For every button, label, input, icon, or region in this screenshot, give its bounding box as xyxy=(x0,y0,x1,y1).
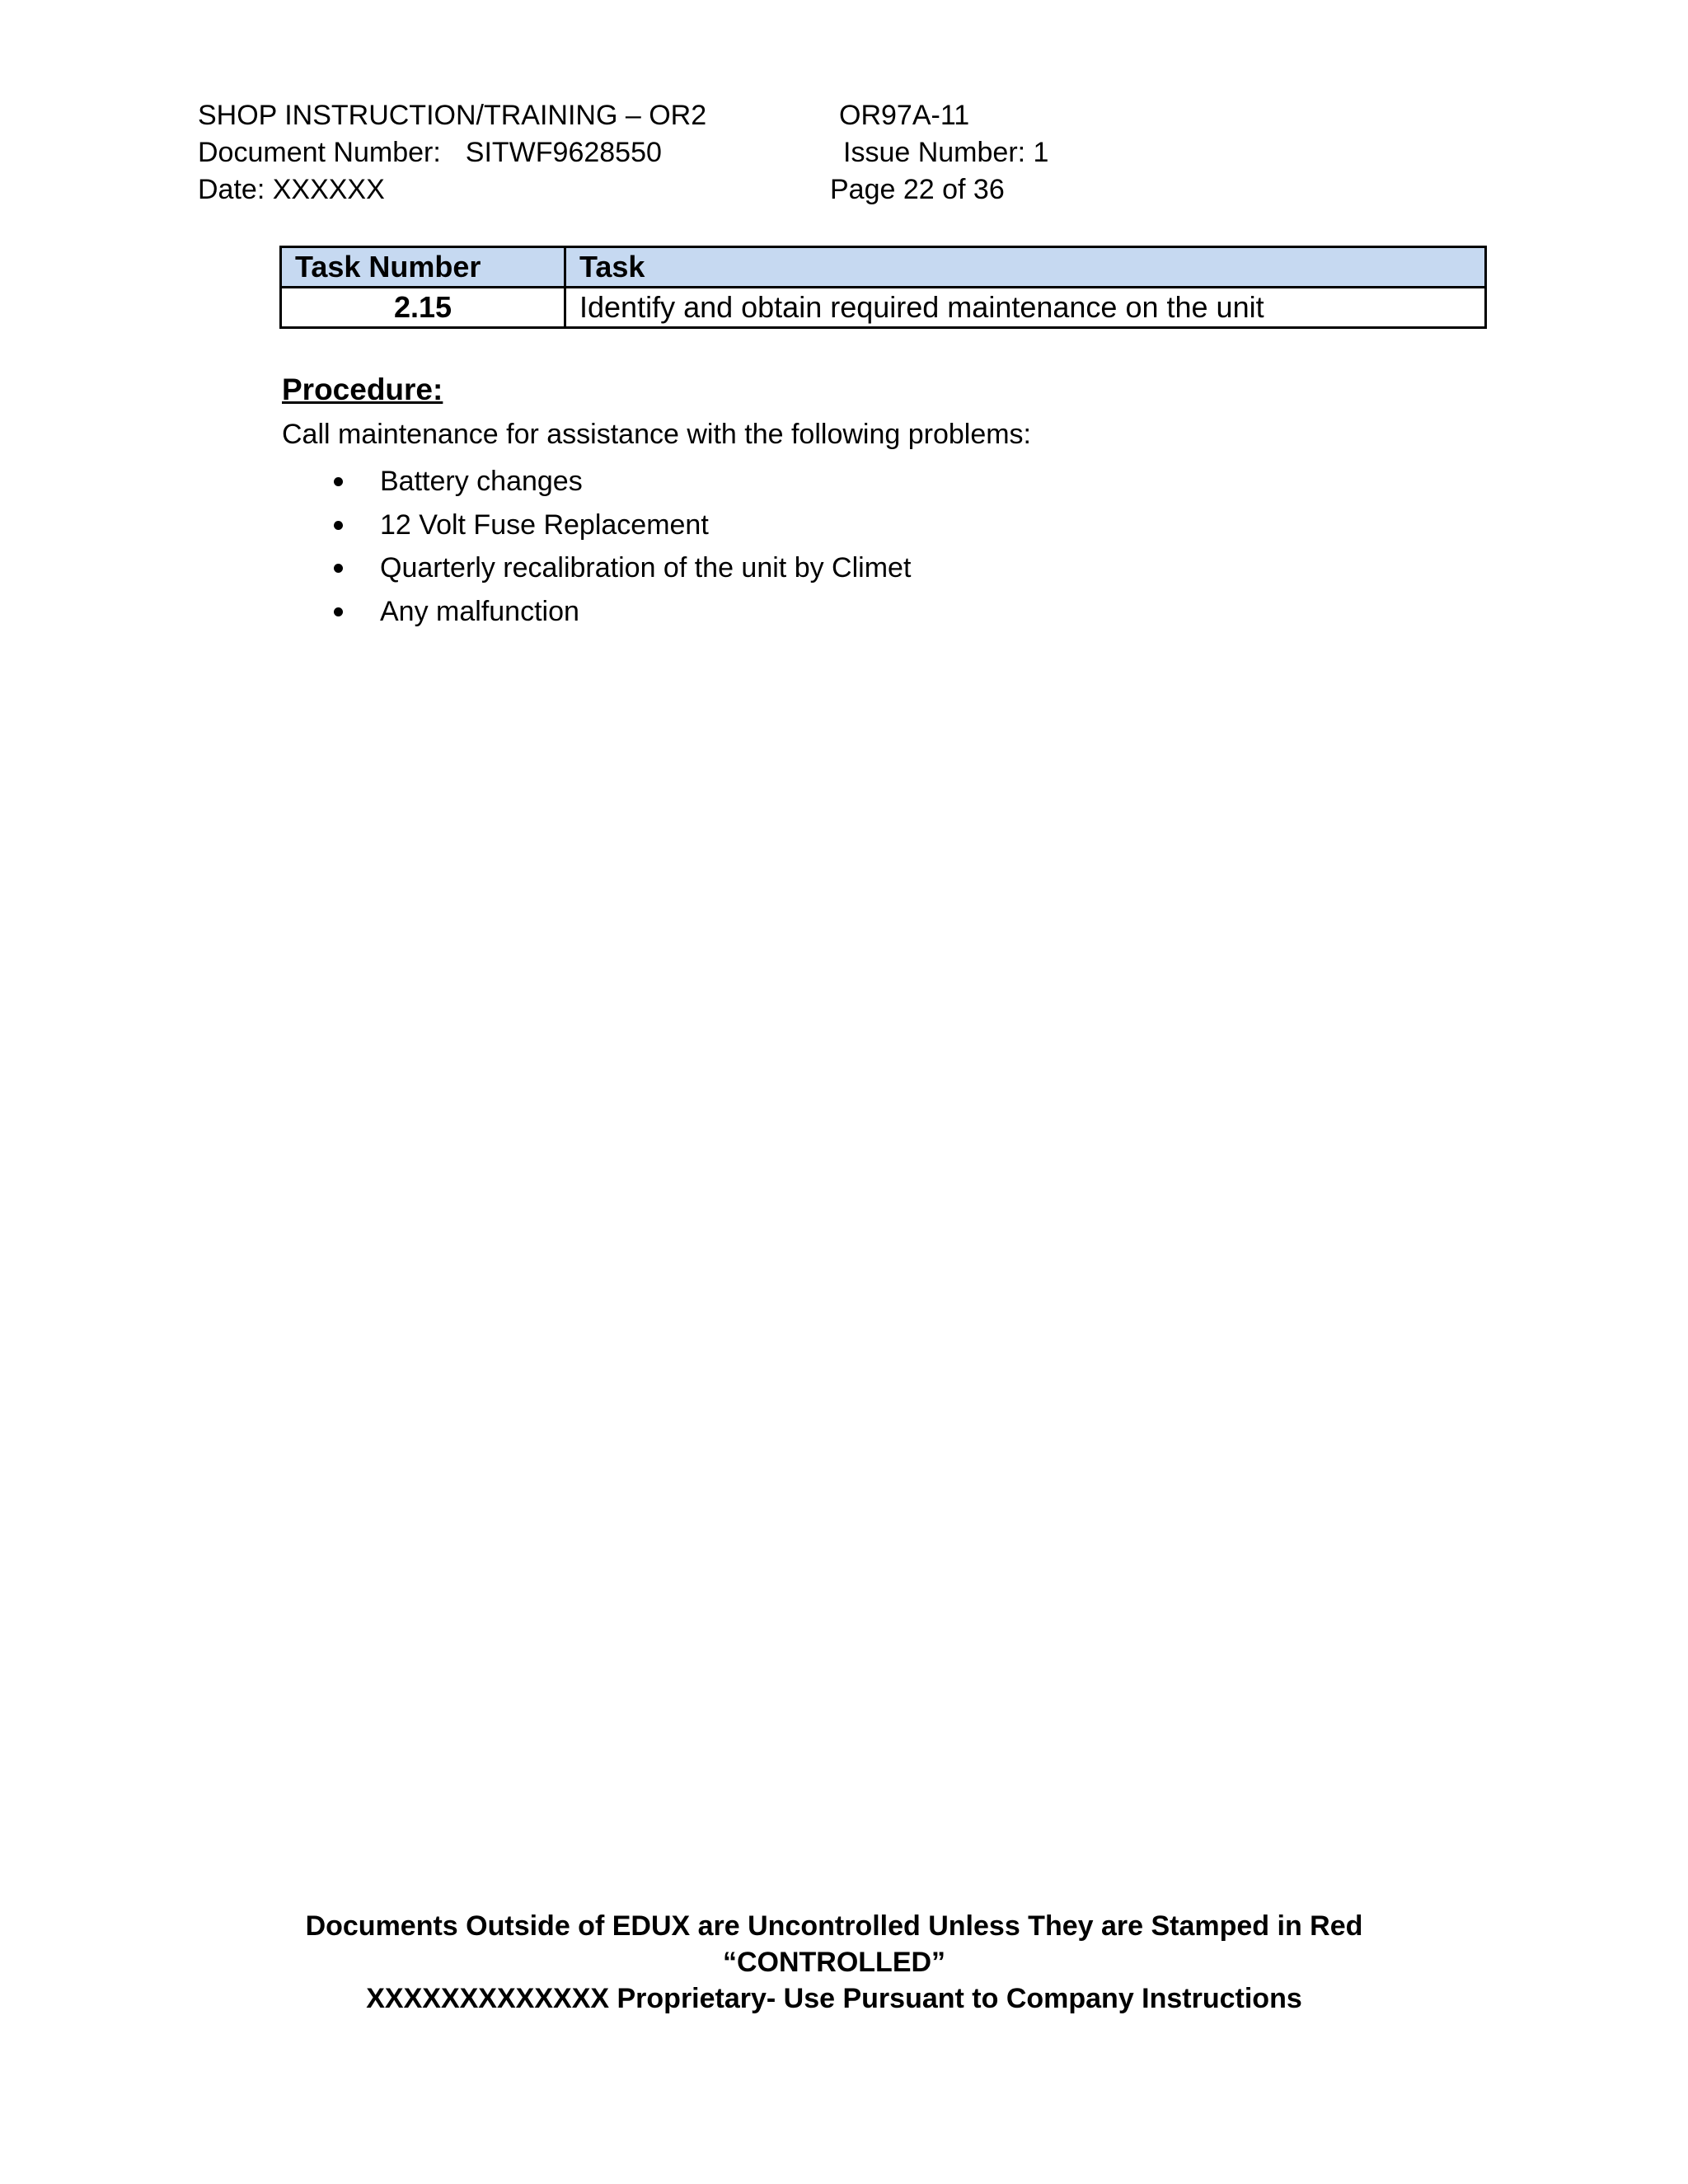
task-table-header-row xyxy=(281,247,1486,288)
procedure-intro: Call maintenance for assistance with the following problems: xyxy=(282,419,1032,450)
page-number: Page 22 of 36 xyxy=(830,174,1005,205)
list-item-text: 12 Volt Fuse Replacement xyxy=(380,509,709,541)
document-date: Date: XXXXXX xyxy=(198,174,385,205)
task-header: Task xyxy=(565,247,1486,288)
header-line-2 xyxy=(198,134,1187,171)
header-line-3 xyxy=(198,171,1187,209)
task-number-header: Task Number xyxy=(281,247,565,288)
document-number-label: Document Number: xyxy=(198,137,441,168)
task-table xyxy=(279,246,1487,329)
document-header xyxy=(198,97,1187,209)
list-item-text: Any malfunction xyxy=(380,595,579,627)
list-item-text: Battery changes xyxy=(380,466,583,497)
shop-instruction-title: SHOP INSTRUCTION/TRAINING – OR2 xyxy=(198,100,707,131)
bullet-icon xyxy=(334,607,343,616)
issue-number: Issue Number: 1 xyxy=(843,137,1049,168)
document-number xyxy=(198,134,662,171)
list-item xyxy=(330,504,911,547)
bullet-icon xyxy=(334,521,343,530)
list-item xyxy=(330,460,911,504)
table-row xyxy=(281,288,1486,328)
procedure-heading: Procedure: xyxy=(282,373,443,406)
footer-uncontrolled-notice: Documents Outside of EDUX are Uncontrolled Unless They are Stamped in Red xyxy=(305,1910,1363,1942)
document-number-value: SITWF9628550 xyxy=(465,137,662,168)
footer-proprietary-notice: XXXXXXXXXXXXX Proprietary- Use Pursuant to Company Instructions xyxy=(366,1983,1302,2014)
bullet-icon xyxy=(334,564,343,573)
document-code: OR97A-11 xyxy=(839,100,970,131)
list-item xyxy=(330,546,911,590)
task-number-cell: 2.15 xyxy=(281,288,565,328)
header-line-1 xyxy=(198,97,1187,134)
bullet-icon xyxy=(334,477,343,486)
problem-list xyxy=(330,460,911,633)
footer-controlled-stamp-text: “CONTROLLED” xyxy=(722,1947,946,1978)
list-item-text: Quarterly recalibration of the unit by Climet xyxy=(380,552,912,583)
list-item xyxy=(330,590,911,634)
task-description-cell: Identify and obtain required maintenance on the unit xyxy=(565,288,1486,328)
document-footer xyxy=(0,1908,1668,2017)
